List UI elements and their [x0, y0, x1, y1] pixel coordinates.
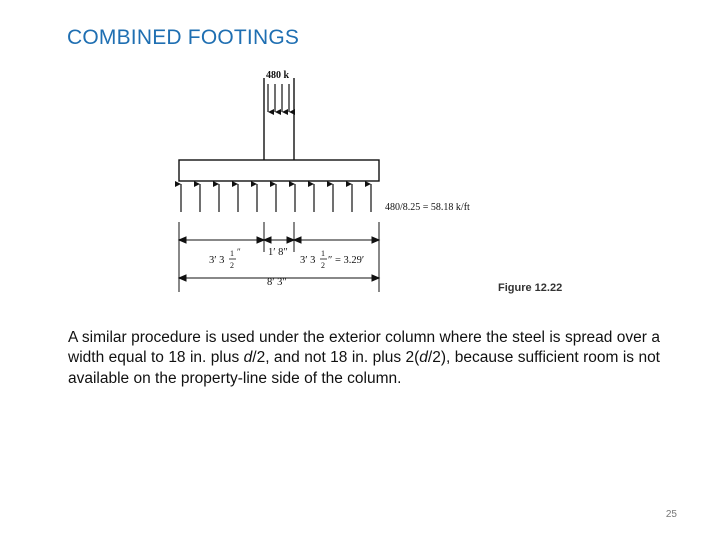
- load-label: 480 k: [266, 70, 290, 81]
- pressure-arrows: [181, 184, 371, 212]
- dim-right-frac-den: 2: [321, 261, 325, 270]
- dim-left-frac-den: 2: [230, 261, 234, 270]
- dim-right-frac-num: 1: [321, 249, 325, 258]
- pressure-label: 480/8.25 = 58.18 k/ft: [385, 202, 470, 213]
- body-var-d1: d: [243, 349, 253, 366]
- dim-right: 3′ 3: [300, 255, 316, 266]
- body-text-2: /2, and not 18 in. plus 2(: [252, 349, 420, 366]
- dim-left: 3′ 3: [209, 255, 225, 266]
- dim-total: 8′ 3″: [267, 277, 287, 288]
- load-arrows: [268, 84, 289, 112]
- body-paragraph: [68, 328, 660, 390]
- slide-title: COMBINED FOOTINGS: [67, 26, 300, 49]
- upper-dimension-line: [179, 237, 379, 243]
- dim-mid: 1′ 8″: [268, 247, 288, 258]
- dim-right-suffix: ″ = 3.29′: [328, 255, 365, 266]
- body-text-1: A similar procedure is used under the exterior column where the steel is spread over a width equal to 18 in. plus: [68, 328, 660, 366]
- dim-left-frac-num: 1: [230, 249, 234, 258]
- body-text-3: /2), because sufficient room is not available on the property-line side of the column.: [68, 349, 660, 387]
- svg-text:″: ″: [237, 247, 241, 257]
- figure-caption: Figure 12.22: [498, 282, 563, 294]
- footing-slab: [179, 160, 379, 181]
- page-number: 25: [665, 509, 677, 520]
- body-var-d2: d: [419, 349, 428, 366]
